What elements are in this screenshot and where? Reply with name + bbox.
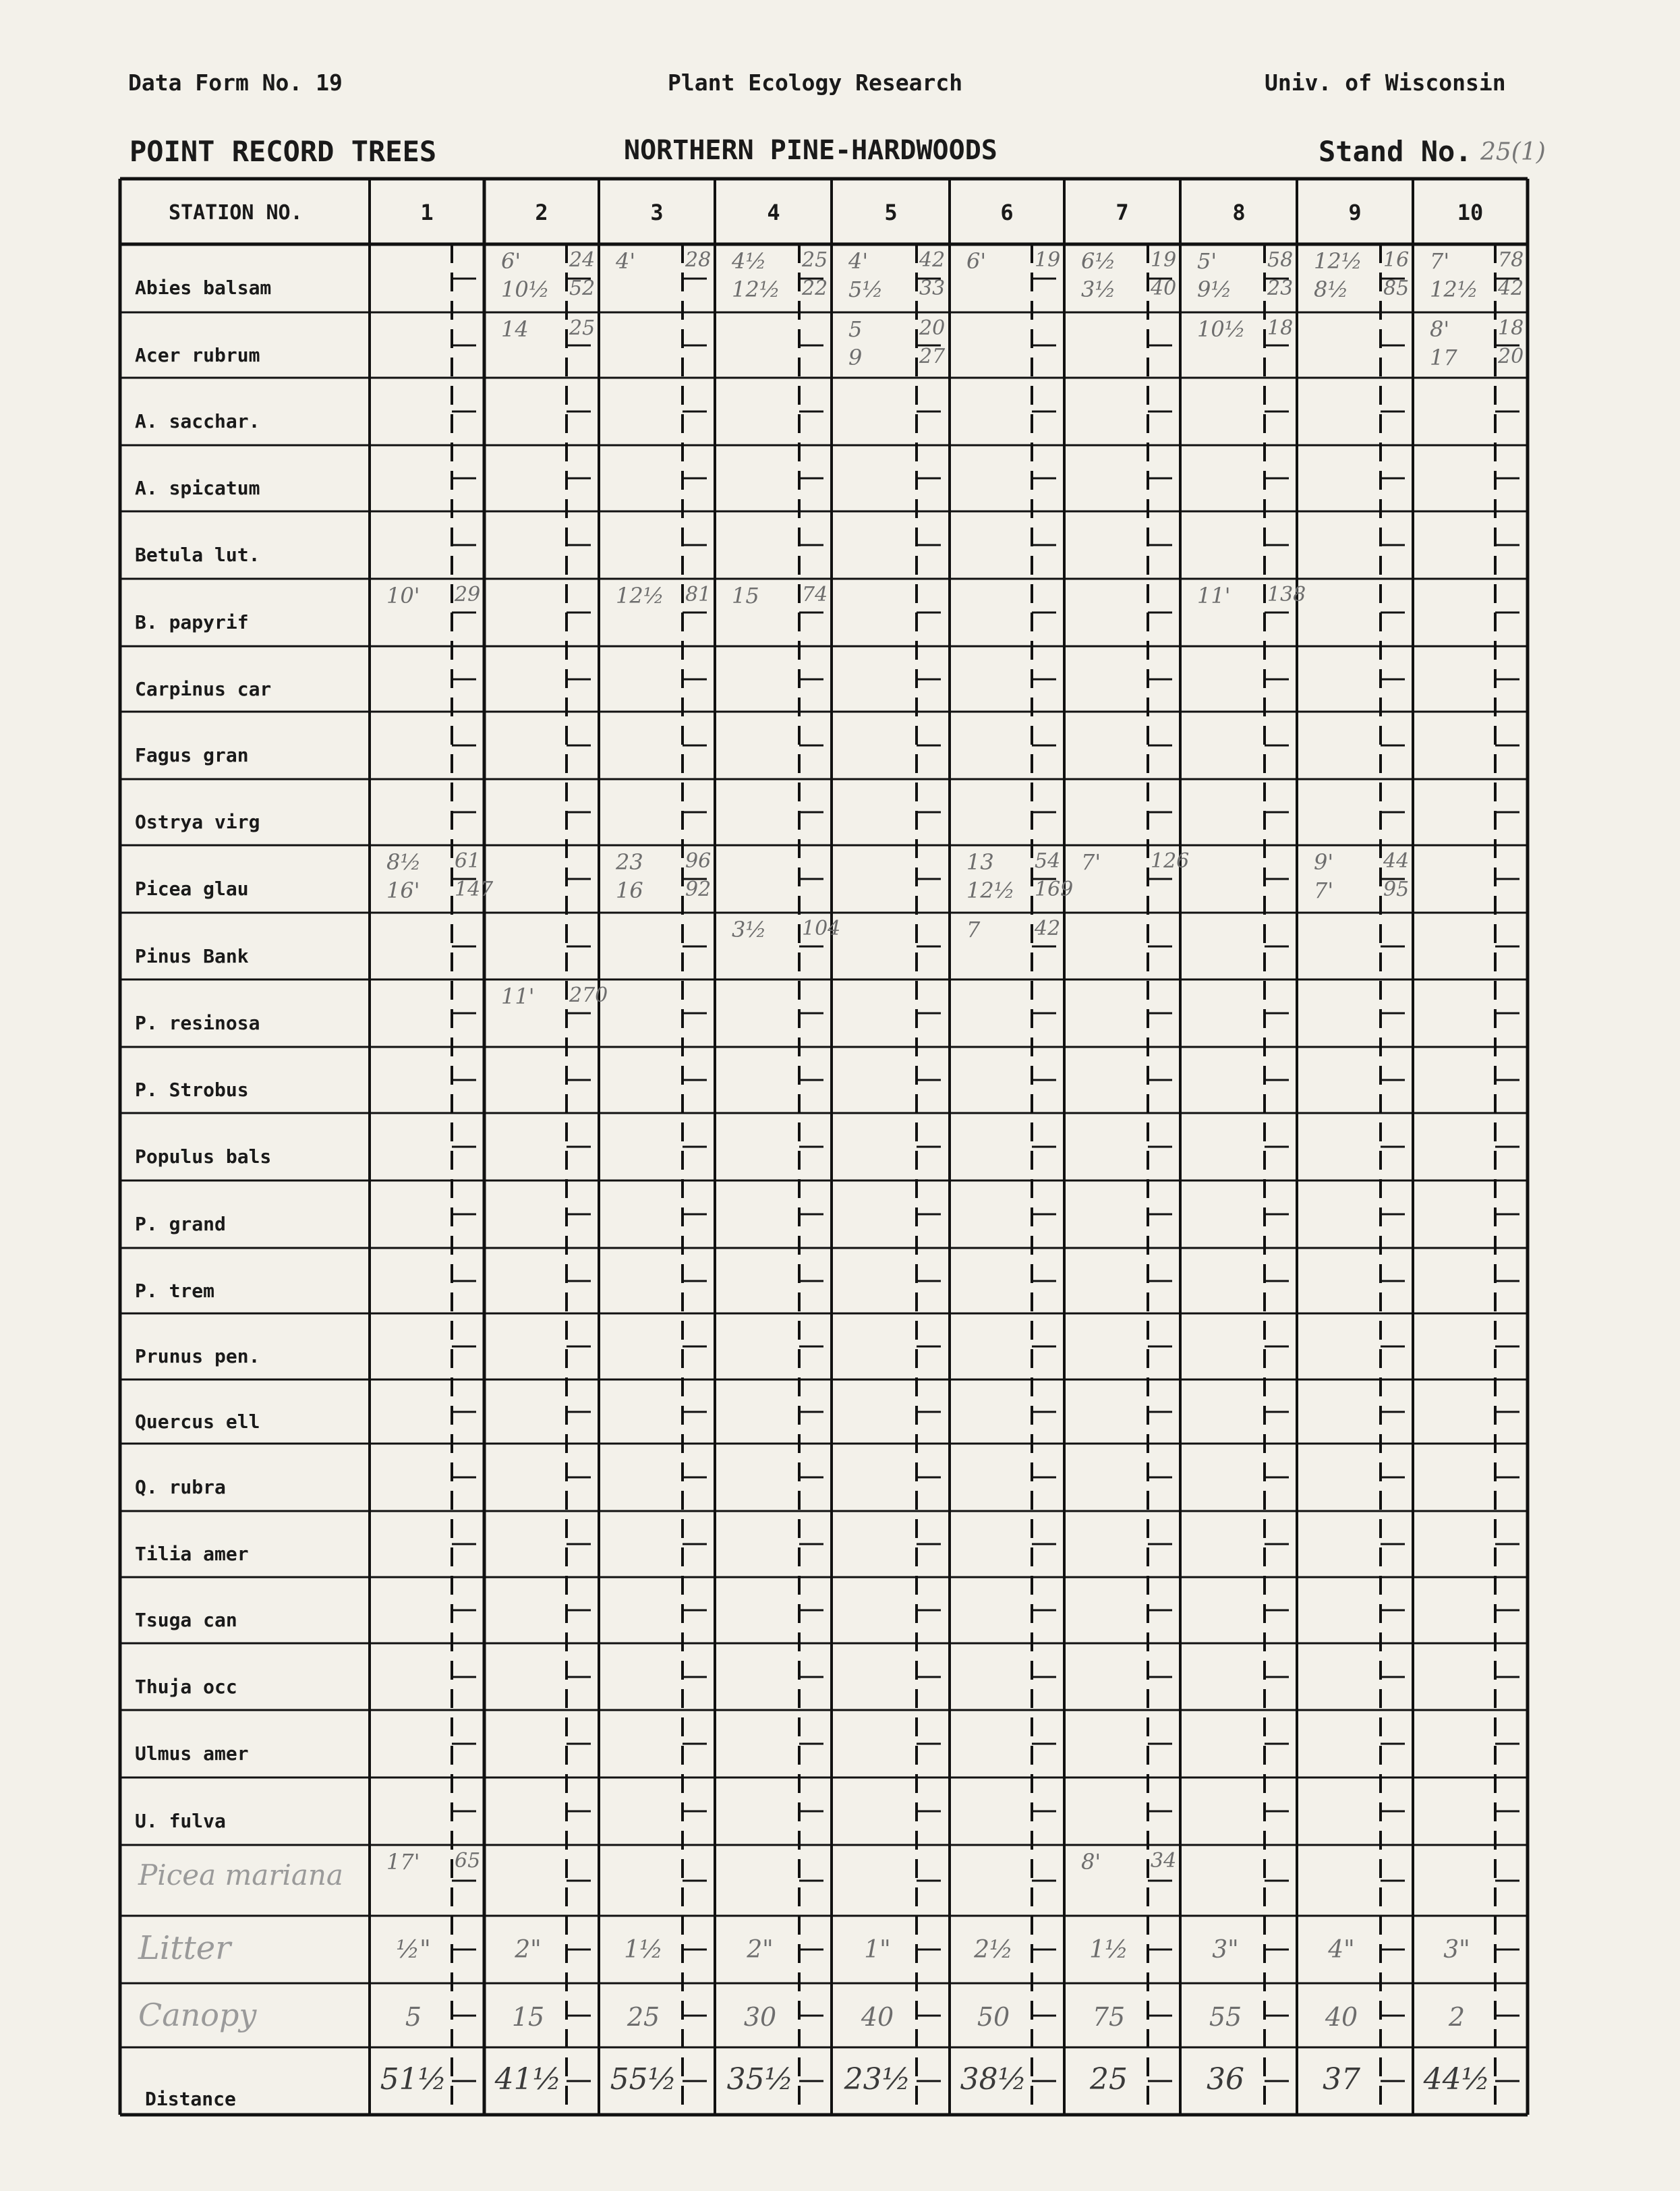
distance-value[interactable]: 38½ — [960, 2062, 1027, 2097]
extra-row-label: Picea mariana — [138, 1858, 343, 1891]
tree-diameter-value[interactable]: 54 — [1035, 849, 1061, 873]
litter-value[interactable]: 2" — [747, 1936, 774, 1964]
station-header-label: STATION NO. — [169, 201, 303, 225]
species-name: Ulmus amer — [135, 1742, 249, 1765]
tree-diameter-value[interactable]: 27 — [919, 345, 946, 368]
distance-value[interactable]: 36 — [1207, 2062, 1244, 2097]
tree-diameter-value[interactable]: 34 — [1151, 1849, 1177, 1873]
tree-distance-value[interactable]: 8½ — [386, 849, 422, 875]
extra-row-label: Canopy — [138, 1997, 257, 2033]
tree-distance-value[interactable]: 11' — [501, 984, 535, 1009]
tree-distance-value[interactable]: 6½ — [1081, 248, 1116, 274]
tree-distance-value[interactable]: 6' — [966, 248, 987, 274]
distance-value[interactable]: 51½ — [380, 2062, 447, 2097]
extra-row-label: Litter — [138, 1929, 231, 1967]
tree-diameter-value[interactable]: 19 — [1151, 248, 1177, 272]
tree-diameter-value[interactable]: 40 — [1151, 277, 1177, 300]
tree-diameter-value[interactable]: 19 — [1035, 248, 1061, 272]
tree-distance-value[interactable]: 10½ — [1197, 316, 1246, 342]
distance-value[interactable]: 44½ — [1423, 2062, 1490, 2097]
tree-distance-value[interactable]: 12½ — [1314, 248, 1362, 274]
tree-diameter-value[interactable]: 25 — [569, 316, 596, 340]
tree-distance-value[interactable]: 9' — [1314, 849, 1334, 875]
tree-distance-value[interactable]: 4' — [616, 248, 636, 274]
species-name: Abies balsam — [135, 277, 272, 299]
tree-distance-value[interactable]: 8' — [1430, 316, 1450, 342]
page-title: POINT RECORD TREES — [129, 135, 437, 168]
species-name: Pinus Bank — [135, 945, 249, 967]
tree-distance-value[interactable]: 17' — [386, 1849, 420, 1875]
tree-distance-value[interactable]: 9 — [848, 345, 863, 370]
canopy-value[interactable]: 50 — [977, 2002, 1010, 2032]
canopy-value[interactable]: 5 — [405, 2002, 422, 2032]
form-number: Data Form No. 19 — [128, 69, 343, 96]
tree-distance-value[interactable]: 8½ — [1314, 277, 1349, 302]
tree-diameter-value[interactable]: 104 — [802, 917, 841, 940]
tree-distance-value[interactable]: 12½ — [616, 583, 664, 608]
species-name: Carpinus car — [135, 678, 272, 700]
canopy-value[interactable]: 55 — [1209, 2002, 1242, 2032]
canopy-value[interactable]: 30 — [743, 2002, 777, 2032]
litter-value[interactable]: ½" — [396, 1936, 431, 1964]
species-name: Populus bals — [135, 1145, 272, 1168]
tree-distance-value[interactable]: 17 — [1430, 345, 1457, 370]
species-name: Acer rubrum — [135, 344, 260, 366]
tree-diameter-value[interactable]: 169 — [1035, 878, 1074, 901]
canopy-value[interactable]: 15 — [511, 2002, 545, 2032]
litter-value[interactable]: 2" — [515, 1936, 542, 1964]
tree-distance-value[interactable]: 12½ — [732, 277, 780, 302]
tree-diameter-value[interactable]: 20 — [919, 316, 946, 340]
tree-diameter-value[interactable]: 61 — [455, 849, 481, 873]
tree-diameter-value[interactable]: 16 — [1383, 248, 1410, 272]
tree-distance-value[interactable]: 10½ — [501, 277, 550, 302]
tree-diameter-value[interactable]: 81 — [685, 583, 712, 606]
tree-diameter-value[interactable]: 24 — [569, 248, 596, 272]
tree-diameter-value[interactable]: 28 — [685, 248, 712, 272]
litter-value[interactable]: 1½ — [1089, 1936, 1128, 1964]
species-name: Quercus ell — [135, 1411, 260, 1433]
species-name: Prunus pen. — [135, 1345, 260, 1367]
species-name: P. trem — [135, 1280, 215, 1302]
tree-distance-value[interactable]: 15 — [732, 583, 759, 608]
station-number: 7 — [1116, 200, 1129, 225]
litter-value[interactable]: 4" — [1328, 1936, 1355, 1964]
tree-distance-value[interactable]: 3½ — [732, 917, 767, 942]
station-number: 6 — [1000, 200, 1014, 225]
forest-type: NORTHERN PINE-HARDWOODS — [624, 135, 997, 166]
tree-diameter-value[interactable]: 74 — [802, 583, 828, 606]
tree-diameter-value[interactable]: 42 — [919, 248, 946, 272]
stand-number[interactable]: 25(1) — [1480, 138, 1546, 166]
tree-diameter-value[interactable]: 23 — [1267, 277, 1294, 300]
litter-value[interactable]: 1½ — [624, 1936, 663, 1964]
tree-distance-value[interactable]: 11' — [1197, 583, 1231, 608]
tree-diameter-value[interactable]: 78 — [1498, 248, 1524, 272]
tree-diameter-value[interactable]: 33 — [919, 277, 946, 300]
tree-diameter-value[interactable]: 42 — [1498, 277, 1524, 300]
station-number: 9 — [1348, 200, 1362, 225]
tree-diameter-value[interactable]: 42 — [1035, 917, 1061, 940]
litter-value[interactable]: 3" — [1212, 1936, 1239, 1964]
species-name: Tsuga can — [135, 1609, 237, 1631]
distance-value[interactable]: 37 — [1323, 2062, 1360, 2097]
species-name: U. fulva — [135, 1810, 226, 1832]
tree-distance-value[interactable]: 16' — [386, 878, 420, 903]
litter-value[interactable]: 2½ — [974, 1936, 1013, 1964]
canopy-value[interactable]: 75 — [1092, 2002, 1126, 2032]
distance-value[interactable]: 25 — [1090, 2062, 1128, 2097]
tree-distance-value[interactable]: 12½ — [1430, 277, 1478, 302]
station-number: 8 — [1232, 200, 1246, 225]
station-number: 3 — [650, 200, 664, 225]
tree-diameter-value[interactable]: 85 — [1383, 277, 1410, 300]
tree-distance-value[interactable]: 8' — [1081, 1849, 1101, 1875]
canopy-value[interactable]: 40 — [861, 2002, 894, 2032]
station-number: 4 — [767, 200, 780, 225]
tree-diameter-value[interactable]: 20 — [1498, 345, 1524, 368]
stand-label: Stand No. — [1319, 135, 1472, 168]
tree-diameter-value[interactable]: 138 — [1267, 583, 1306, 606]
tree-diameter-value[interactable]: 58 — [1267, 248, 1294, 272]
species-name: B. papyrif — [135, 611, 249, 633]
tree-distance-value[interactable]: 16 — [616, 878, 643, 903]
species-name: Betula lut. — [135, 544, 260, 566]
canopy-value[interactable]: 25 — [627, 2002, 660, 2032]
tree-distance-value[interactable]: 6' — [501, 248, 521, 274]
species-name: Ostrya virg — [135, 811, 260, 833]
species-name: A. sacchar. — [135, 410, 260, 432]
tree-distance-value[interactable]: 10' — [386, 583, 420, 608]
tree-distance-value[interactable]: 5 — [848, 316, 863, 342]
species-name: Q. rubra — [135, 1476, 226, 1498]
distance-value[interactable]: 41½ — [494, 2062, 562, 2097]
tree-distance-value[interactable]: 12½ — [966, 878, 1015, 903]
species-name: P. Strobus — [135, 1079, 249, 1101]
tree-distance-value[interactable]: 7' — [1314, 878, 1334, 903]
litter-value[interactable]: 3" — [1443, 1936, 1470, 1964]
tree-distance-value[interactable]: 7' — [1430, 248, 1450, 274]
station-number: 1 — [420, 200, 434, 225]
litter-value[interactable]: 1" — [864, 1936, 891, 1964]
tree-diameter-value[interactable]: 96 — [685, 849, 712, 873]
tree-diameter-value[interactable]: 92 — [685, 878, 712, 901]
tree-diameter-value[interactable]: 52 — [569, 277, 596, 300]
tree-diameter-value[interactable]: 18 — [1267, 316, 1294, 340]
station-number: 10 — [1457, 200, 1484, 225]
distance-value[interactable]: 55½ — [610, 2062, 677, 2097]
species-name: Picea glau — [135, 878, 249, 900]
university-name: Univ. of Wisconsin — [1265, 69, 1506, 96]
org-name: Plant Ecology Research — [668, 69, 963, 96]
species-name: P. grand — [135, 1213, 226, 1235]
distance-value[interactable]: 23½ — [844, 2062, 911, 2097]
station-number: 5 — [884, 200, 898, 225]
tree-distance-value[interactable]: 4½ — [732, 248, 767, 274]
tree-distance-value[interactable]: 23 — [616, 849, 643, 875]
species-name: Thuja occ — [135, 1676, 237, 1698]
tree-distance-value[interactable]: 9½ — [1197, 277, 1232, 302]
tree-distance-value[interactable]: 5½ — [848, 277, 884, 302]
distance-value[interactable]: 35½ — [726, 2062, 794, 2097]
tree-distance-value[interactable]: 4' — [848, 248, 869, 274]
species-name: Tilia amer — [135, 1543, 249, 1565]
tree-diameter-value[interactable]: 44 — [1383, 849, 1410, 873]
tree-diameter-value[interactable]: 65 — [455, 1849, 481, 1873]
tree-diameter-value[interactable]: 29 — [455, 583, 481, 606]
species-name: A. spicatum — [135, 477, 260, 499]
tree-diameter-value[interactable]: 95 — [1383, 878, 1410, 901]
tree-distance-value[interactable]: 3½ — [1081, 277, 1116, 302]
tree-diameter-value[interactable]: 25 — [802, 248, 828, 272]
tree-distance-value[interactable]: 5' — [1197, 248, 1217, 274]
tree-diameter-value[interactable]: 147 — [455, 878, 494, 901]
canopy-value[interactable]: 2 — [1448, 2002, 1466, 2032]
tree-distance-value[interactable]: 14 — [501, 316, 529, 342]
tree-distance-value[interactable]: 7 — [966, 917, 981, 942]
tree-distance-value[interactable]: 7' — [1081, 849, 1101, 875]
species-name: P. resinosa — [135, 1012, 260, 1034]
tree-diameter-value[interactable]: 18 — [1498, 316, 1524, 340]
canopy-value[interactable]: 40 — [1325, 2002, 1358, 2032]
station-number: 2 — [535, 200, 548, 225]
tree-diameter-value[interactable]: 270 — [569, 984, 608, 1007]
species-name: Fagus gran — [135, 744, 249, 766]
tree-diameter-value[interactable]: 22 — [802, 277, 828, 300]
tree-diameter-value[interactable]: 126 — [1151, 849, 1190, 873]
tree-distance-value[interactable]: 13 — [966, 849, 994, 875]
distance-label: Distance — [145, 2088, 236, 2110]
